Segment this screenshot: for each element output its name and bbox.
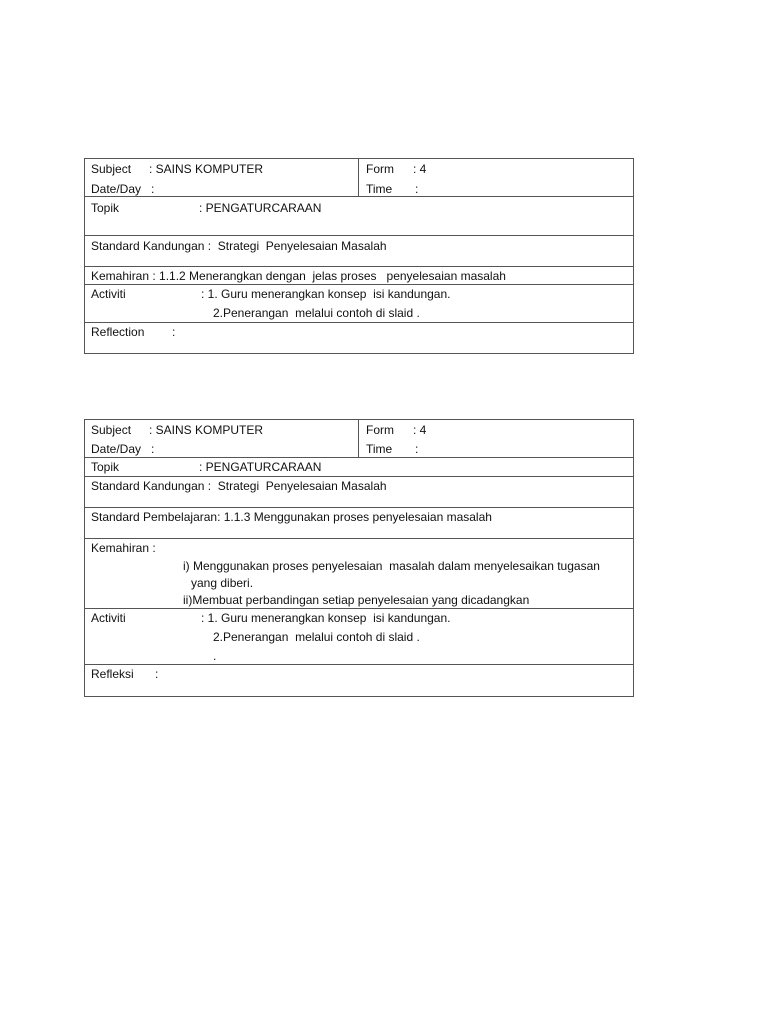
time-label: Time <box>366 182 393 196</box>
time-value: : <box>415 182 419 196</box>
activiti-line-2: 2.Penerangan melalui contoh di slaid . <box>213 630 420 644</box>
standard-kandungan-text: Standard Kandungan : Strategi Penyelesaian Masalah <box>91 479 387 493</box>
date-label: Date/Day <box>91 442 142 456</box>
kemahiran-label: Kemahiran : <box>91 541 156 555</box>
subject-value: : SAINS KOMPUTER <box>149 423 264 437</box>
time-label: Time <box>366 442 393 456</box>
column-divider <box>358 159 359 197</box>
standard-pembelajaran-row <box>85 508 633 539</box>
kemahiran-line-2: yang diberi. <box>191 576 254 590</box>
date-value: : <box>151 442 155 456</box>
date-label: Date/Day <box>91 182 142 196</box>
form-label: Form <box>366 162 394 176</box>
form-value: : 4 <box>413 162 427 176</box>
lesson-plan-card-2 <box>84 419 634 697</box>
activiti-row <box>85 285 633 323</box>
activiti-label: Activiti <box>91 287 126 301</box>
subject-label: Subject <box>91 423 132 437</box>
standard-kandungan-row <box>85 477 633 508</box>
time-value: : <box>415 442 419 456</box>
topik-value: : PENGATURCARAAN <box>199 201 322 215</box>
activiti-line-2: 2.Penerangan melalui contoh di slaid . <box>213 306 420 320</box>
subject-value: : SAINS KOMPUTER <box>149 162 264 176</box>
standard-pembelajaran-text: Standard Pembelajaran: 1.1.3 Menggunakan proses penyelesaian masalah <box>91 510 492 524</box>
form-label: Form <box>366 423 394 437</box>
topik-label: Topik <box>91 460 120 474</box>
activiti-row <box>85 609 633 665</box>
column-divider <box>358 420 359 458</box>
reflection-label: Reflection <box>91 325 145 339</box>
kemahiran-row <box>85 267 633 285</box>
standard-kandungan-row <box>85 236 633 267</box>
refleksi-value: : <box>155 667 159 681</box>
form-value: : 4 <box>413 423 427 437</box>
header-row <box>85 159 633 197</box>
reflection-row <box>85 323 633 354</box>
date-value: : <box>151 182 155 196</box>
kemahiran-line-3: ii)Membuat perbandingan setiap penyelesaian yang dicadangkan <box>183 593 530 607</box>
kemahiran-line-1: i) Menggunakan proses penyelesaian masalah dalam menyelesaikan tugasan <box>183 559 600 573</box>
topik-label: Topik <box>91 201 120 215</box>
lesson-plan-card-1 <box>84 158 634 354</box>
activiti-line-3: . <box>213 649 217 663</box>
reflection-value: : <box>172 325 176 339</box>
standard-kandungan-text: Standard Kandungan : Strategi Penyelesaian Masalah <box>91 239 387 253</box>
activiti-label: Activiti <box>91 611 126 625</box>
header-row <box>85 420 633 458</box>
topik-row <box>85 197 633 236</box>
topik-row <box>85 458 633 477</box>
activiti-line-1: : 1. Guru menerangkan konsep isi kandungan. <box>201 287 451 301</box>
kemahiran-row <box>85 539 633 609</box>
refleksi-row <box>85 665 633 697</box>
activiti-line-1: : 1. Guru menerangkan konsep isi kandungan. <box>201 611 451 625</box>
topik-value: : PENGATURCARAAN <box>199 460 322 474</box>
subject-label: Subject <box>91 162 132 176</box>
refleksi-label: Refleksi <box>91 667 134 681</box>
kemahiran-text: Kemahiran : 1.1.2 Menerangkan dengan jelas proses penyelesaian masalah <box>91 269 506 283</box>
